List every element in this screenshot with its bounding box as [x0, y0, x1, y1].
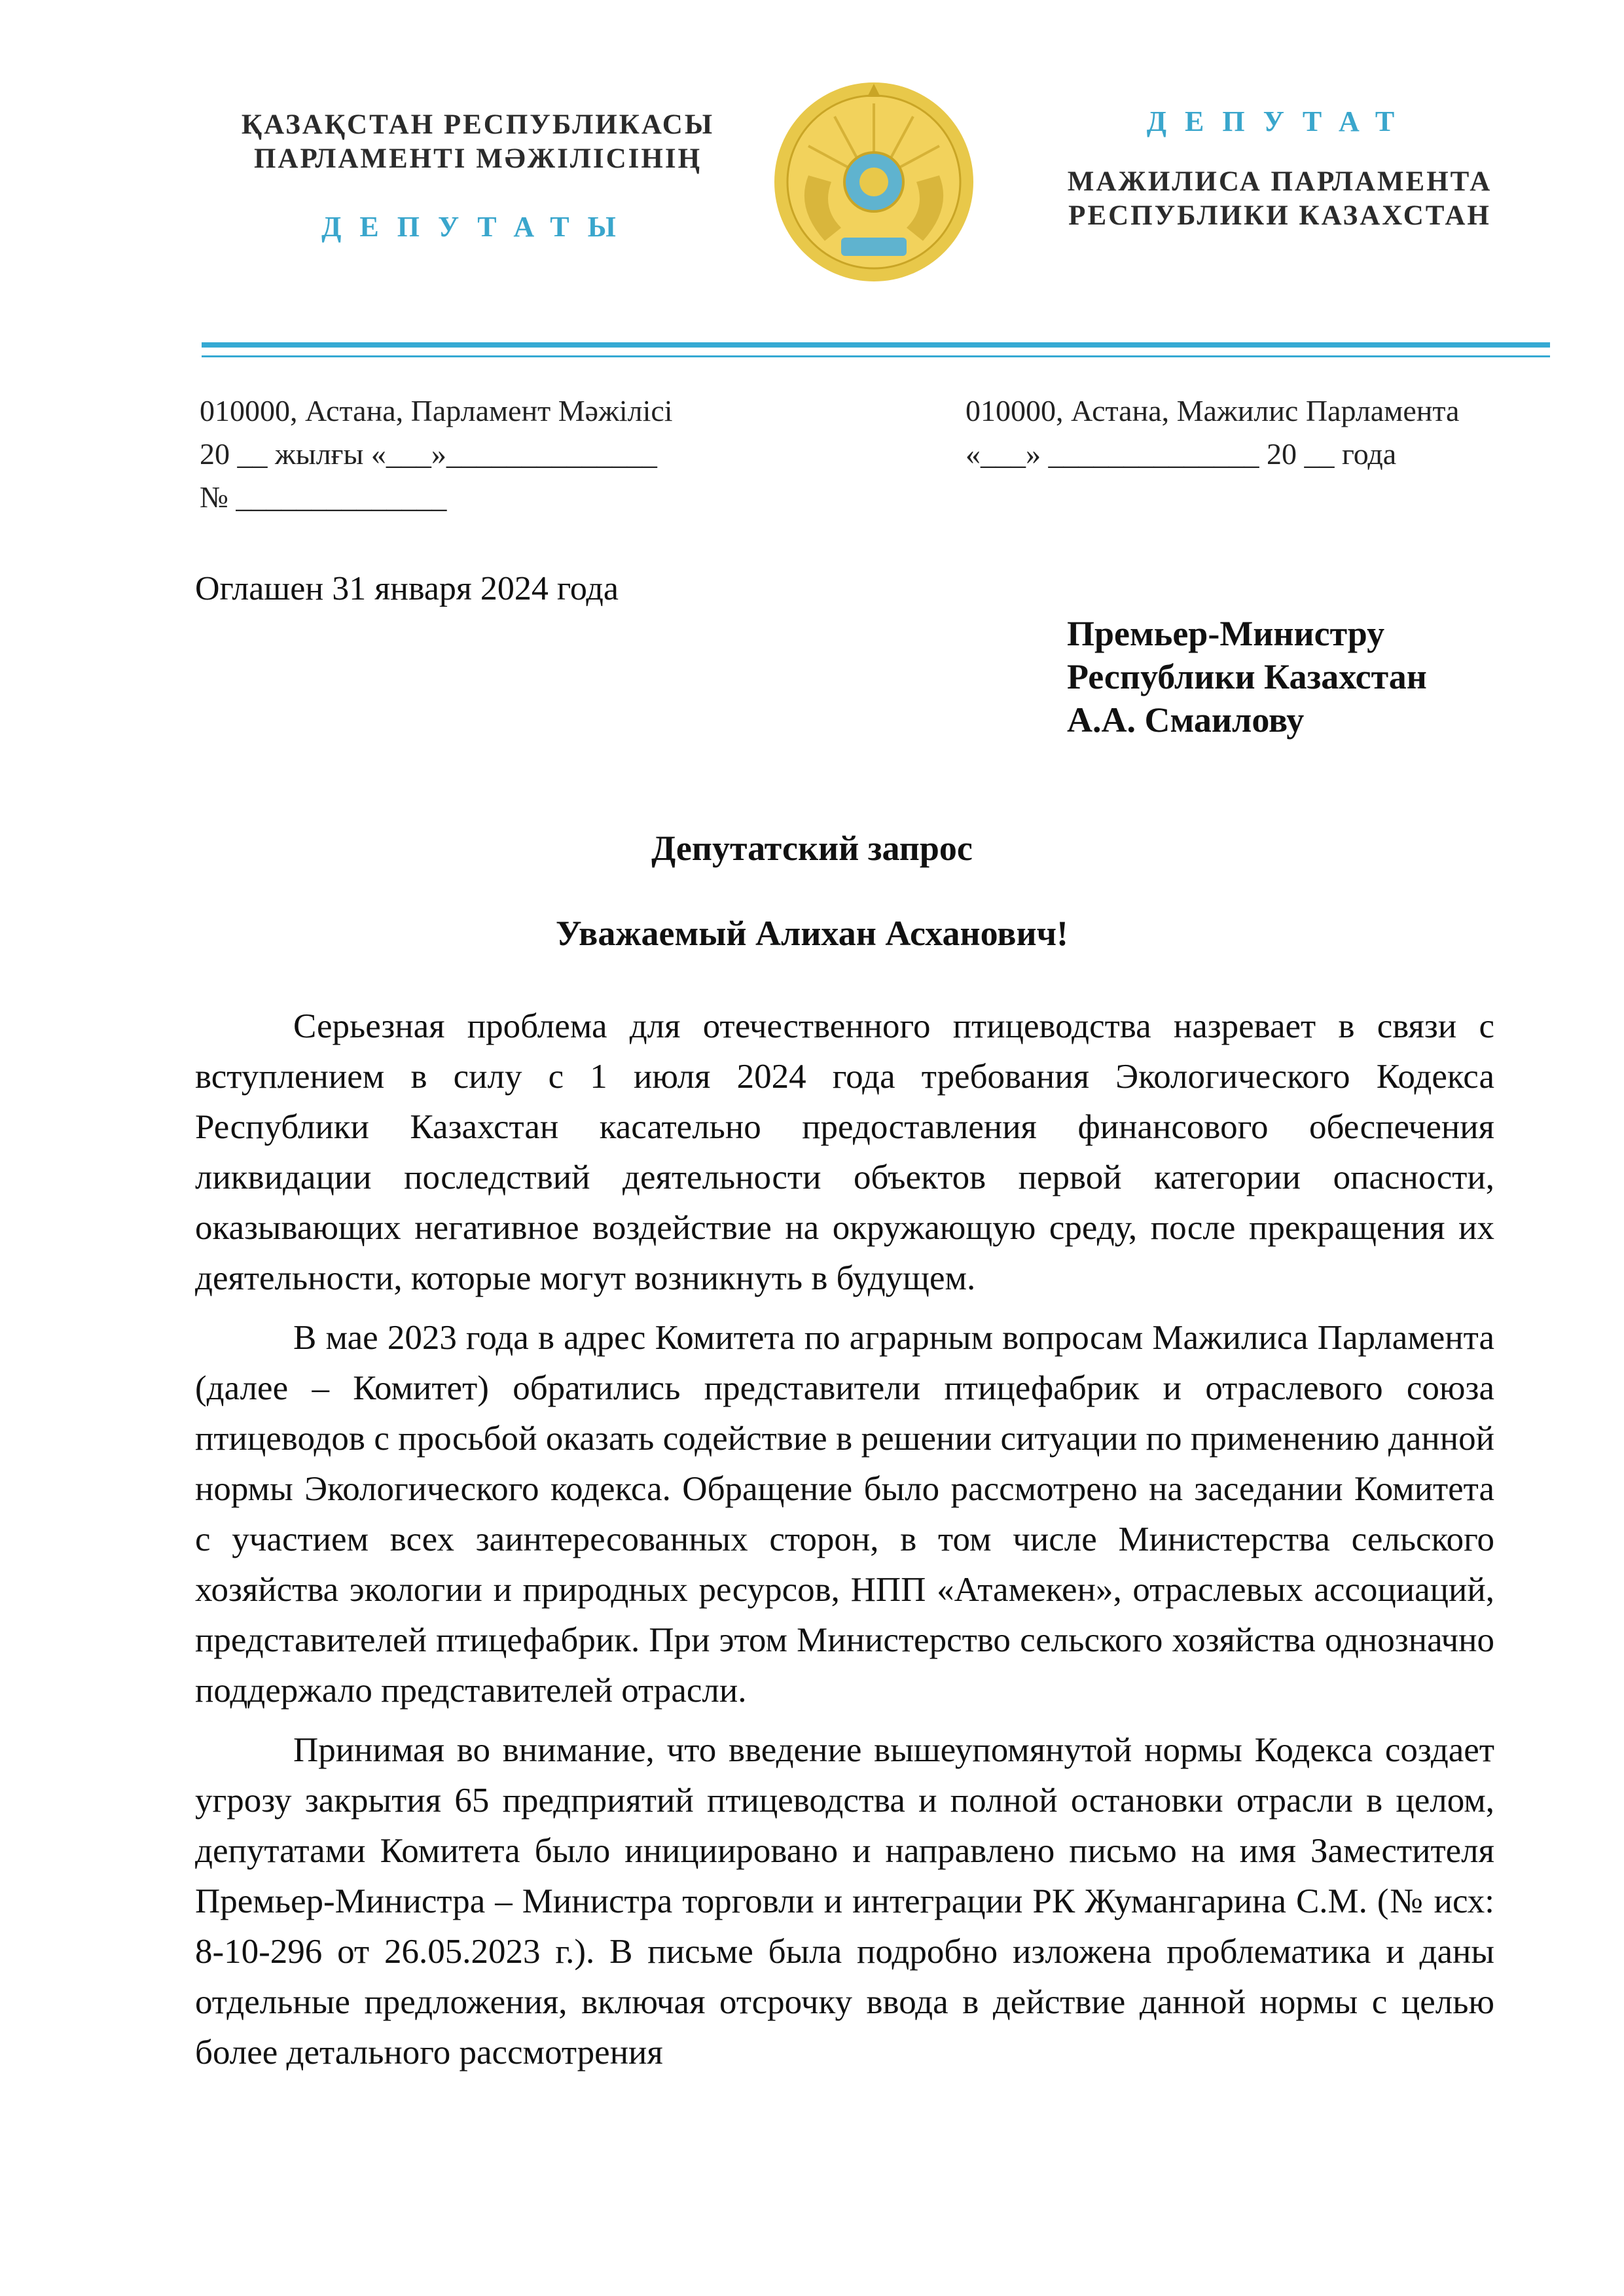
body-text [195, 1001, 1494, 2087]
recipient-line2: Республики Казахстан [1067, 657, 1427, 696]
letterhead-right-deputy: ДЕПУТАТ [1146, 105, 1413, 137]
address-right-date: «___» ______________ 20 __ года [965, 437, 1397, 471]
letterhead-left-deputies: ДЕПУТАТЫ [321, 211, 634, 243]
address-left-number: № ______________ [200, 480, 447, 514]
recipient-block [1067, 612, 1427, 742]
paragraph-1: Серьезная проблема для отечественного птицеводства назревает в связи с вступлением в силу с 1 июля 2024 года требования Экологического Кодекса Республики Казахстан касательно предоставления финансового обеспечения ликвидации последствий деятельности объектов первой категории опасности, оказывающих негативное воздействие на окружающую среду, после прекращения их деятельности, которые могут возникнуть в будущем. [195, 1007, 1494, 1297]
salutation: Уважаемый Алихан Асханович! [555, 914, 1069, 953]
announced-date: Оглашен 31 января 2024 года [195, 570, 619, 607]
letterhead-left-line2: ПАРЛАМЕНТІ МӘЖІЛІСІНІҢ [253, 143, 702, 174]
paragraph-2: В мае 2023 года в адрес Комитета по аграрным вопросам Мажилиса Парламента (далее – Комитет) обратились представители птицефабрик и отраслевого союза птицеводов с просьбой оказать содействие в решении ситуации по применению данной нормы Экологического кодекса. Обращение было рассмотрено на заседании Комитета с участием всех заинтересованных сторон, в том числе Министерства сельского хозяйства экологии и природных ресурсов, НПП «Атамекен», отраслевых ассоциаций, представителей птицефабрик. При этом Министерство сельского хозяйства однозначно поддержало представителей отрасли. [195, 1319, 1494, 1710]
address-left-line1: 010000, Астана, Парламент Мәжілісі [200, 394, 673, 427]
address-block-right [965, 389, 1587, 476]
address-left-date: 20 __ жылғы «___»______________ [200, 437, 657, 471]
letterhead-right-line1: МАЖИЛИСА ПАРЛАМЕНТА [1067, 166, 1492, 197]
state-emblem-icon [769, 77, 979, 287]
address-right-line1: 010000, Астана, Мажилис Парламента [965, 394, 1460, 427]
letterhead-left [216, 108, 740, 244]
letterhead-right-line2: РЕСПУБЛИКИ КАЗАХСТАН [1068, 200, 1491, 231]
letterhead-rule-thick [202, 342, 1550, 348]
recipient-line1: Премьер-Министру [1067, 614, 1385, 653]
address-block-left [200, 389, 789, 519]
recipient-line3: А.А. Смаилову [1067, 700, 1305, 740]
paragraph-3: Принимая во внимание, что введение вышеупомянутой нормы Кодекса создает угрозу закрытия 65 предприятий птицеводства и полной остановки отрасли в целом, депутатами Комитета было инициировано и направлено письмо на имя Заместителя Премьер-Министра – Министра торговли и интеграции РК Жумангарина С.М. (№ исх: 8-10-296 от 26.05.2023 г.). В письме была подробно изложена проблематика и даны отдельные предложения, включая отсрочку ввода в действие данной нормы с целью более детального рассмотрения [195, 1731, 1494, 2072]
letterhead-right [1018, 105, 1542, 233]
document-title: Депутатский запрос [651, 829, 973, 868]
letterhead-left-line1: ҚАЗАҚСТАН РЕСПУБЛИКАСЫ [241, 109, 715, 140]
letterhead-rule-thin [202, 355, 1550, 357]
